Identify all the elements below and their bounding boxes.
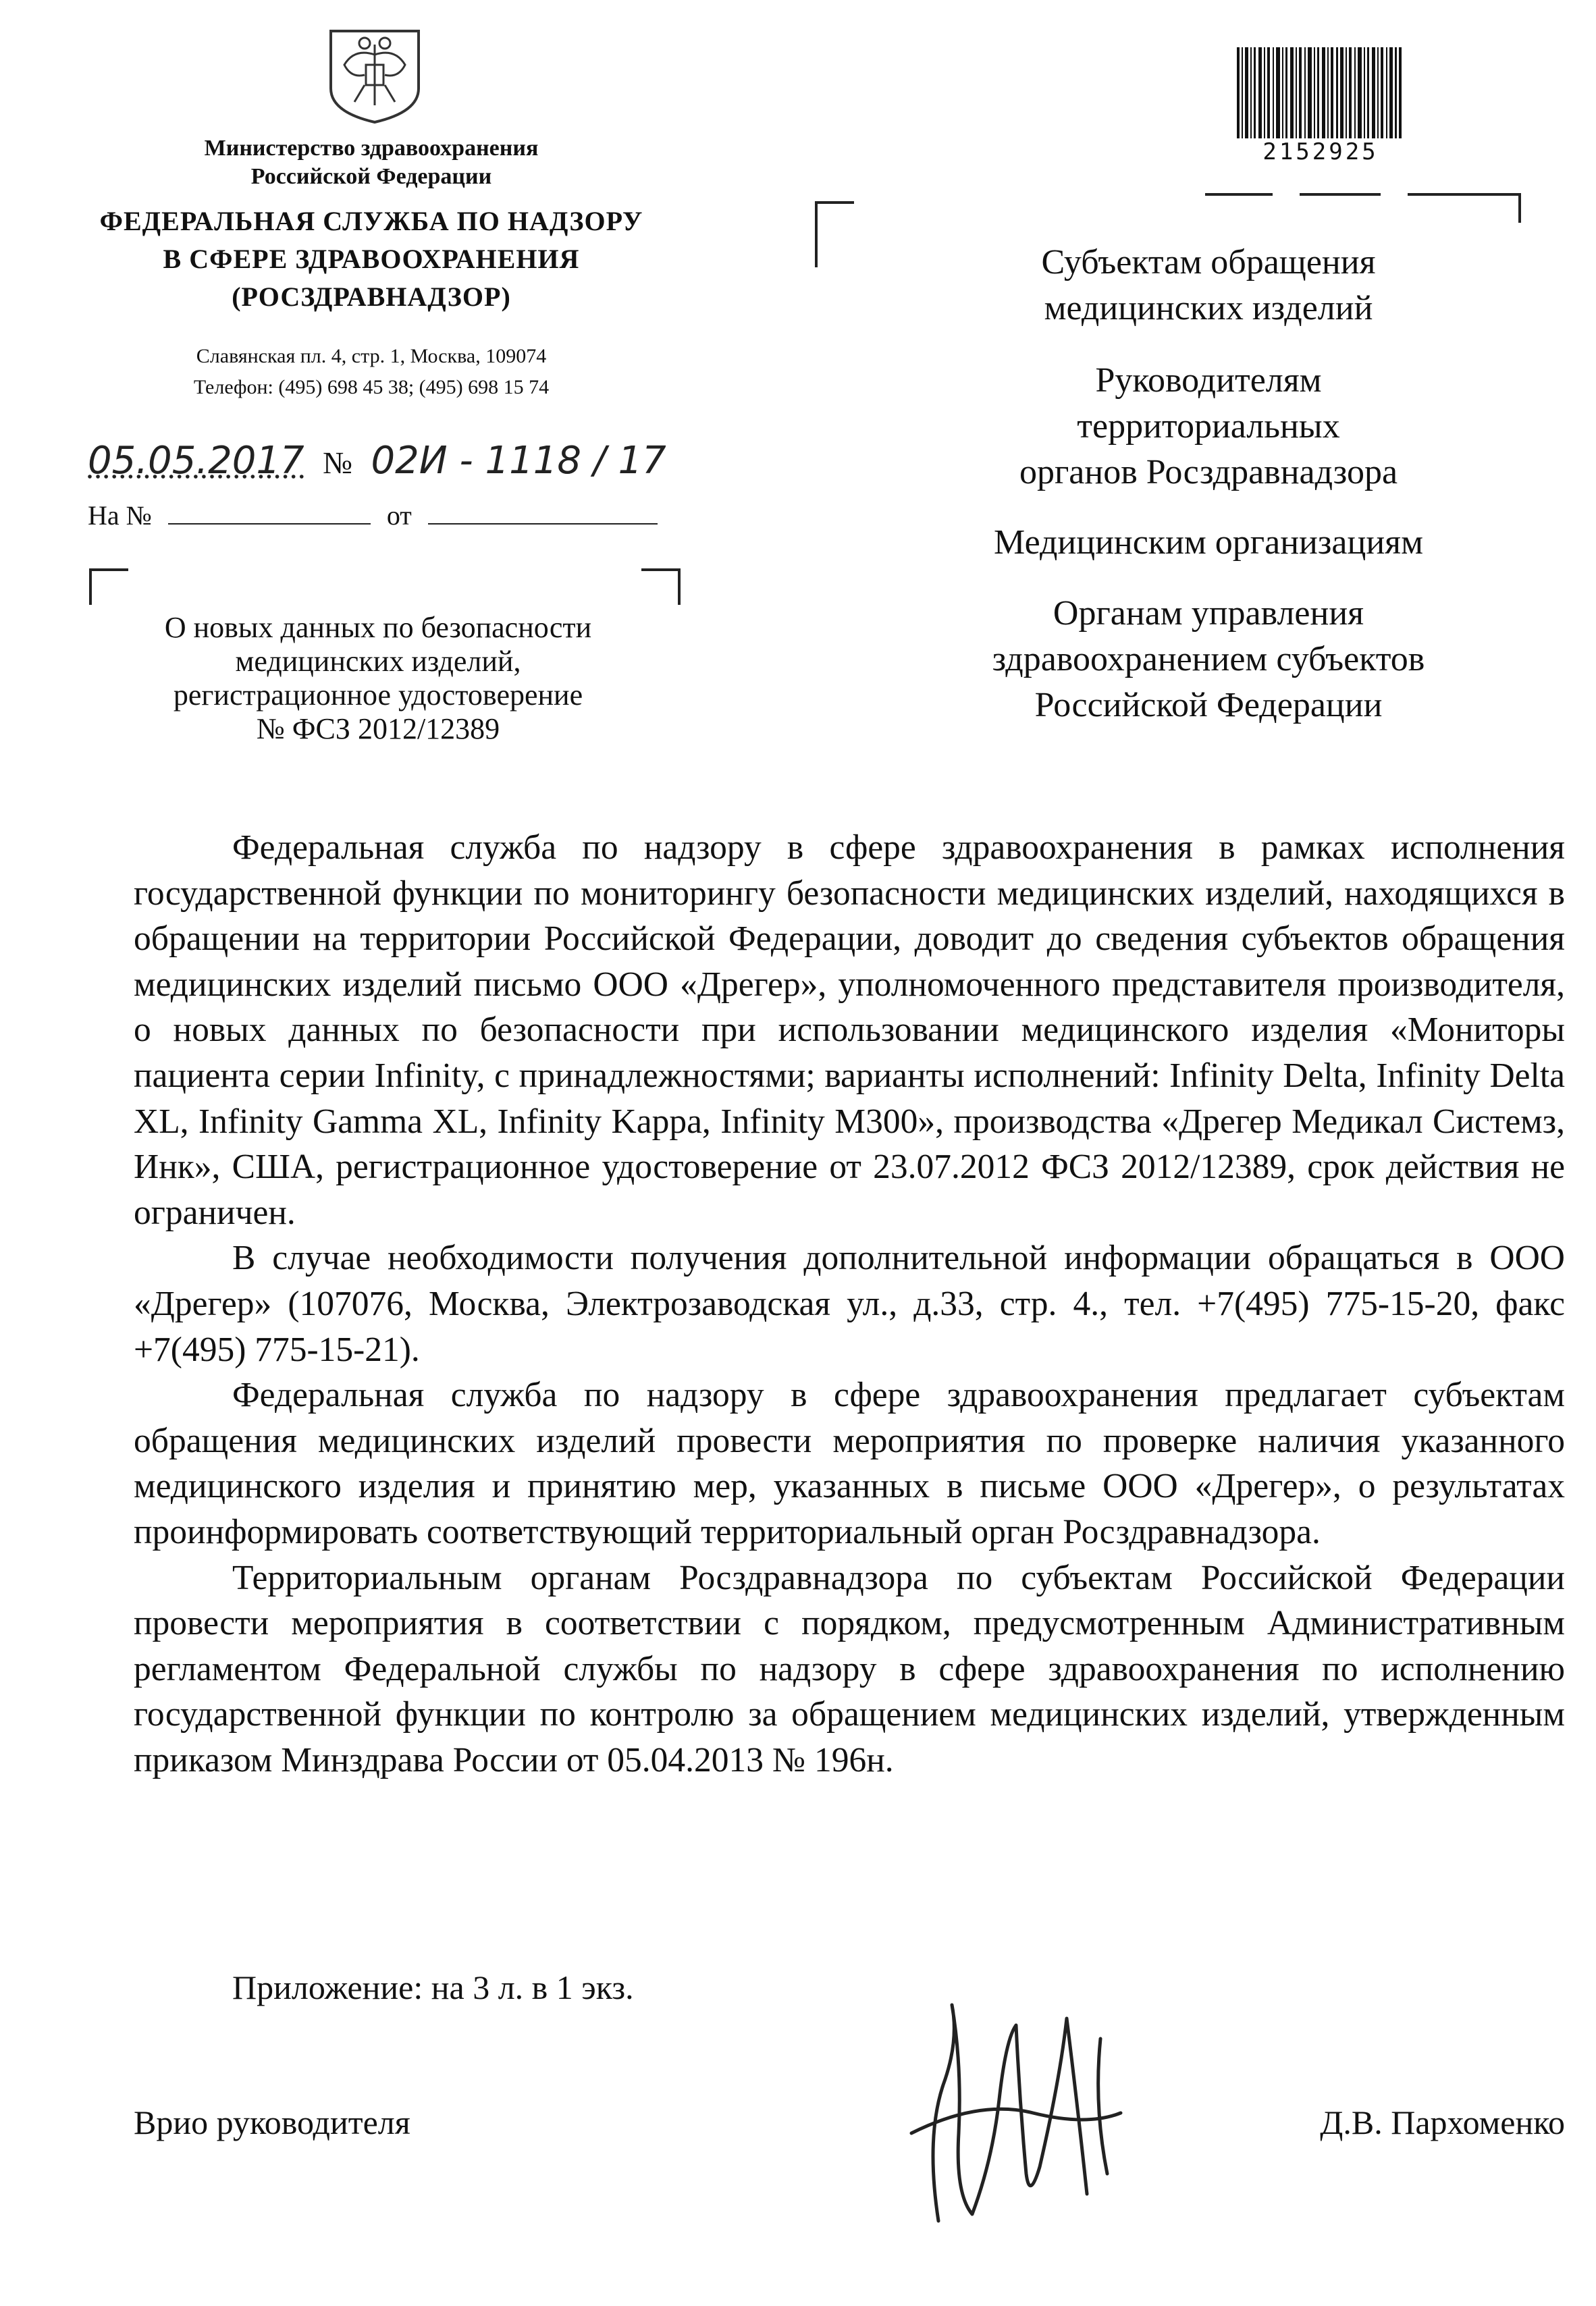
handwritten-signature (898, 1998, 1154, 2228)
recipient-2 (898, 358, 1519, 495)
recipient-2-line-1: Руководителям (1095, 361, 1322, 400)
body-paragraph-3: Федеральная служба по надзору в сфере здравоохранения предлагает субъектам обращения медицинских изделий провести мероприятия по проверке наличия указанного медицинского изделия и принятию мер, указанных в письме ООО «Дрегер», о результатах проинформировать соответствующий территориальный орган Росздравнадзора. (134, 1376, 1565, 1551)
recipient-1-line-1: Субъектам обращения (1041, 243, 1376, 281)
service-line-2: В СФЕРЕ ЗДРАВООХРАНЕНИЯ (163, 244, 580, 274)
body-paragraph-2: В случае необходимости получения дополнительной информации обращаться в ООО «Дрегер» (107076, Москва, Электрозаводская ул., д.33, стр. 4., тел. +7(495) 775-15-20, факс +7(495) 775-15-21). (134, 1239, 1565, 1369)
subject-block (108, 611, 648, 746)
service-line-1: ФЕДЕРАЛЬНАЯ СЛУЖБА ПО НАДЗОРУ (99, 206, 643, 236)
reference-line (88, 500, 658, 531)
recipient-4-line-3: Российской Федерации (1034, 686, 1383, 724)
reference-label: На № (88, 500, 152, 531)
reference-number-blank (168, 523, 371, 525)
recipient-4-line-2: здравоохранением субъектов (992, 640, 1425, 678)
subject-line-1: О новых данных по безопасности (164, 611, 592, 644)
recipient-2-line-2: территориальных (1077, 407, 1340, 446)
number-sign: № (323, 446, 353, 480)
signer-name: Д.В. Пархоменко (1320, 2103, 1565, 2141)
barcode (1234, 47, 1407, 138)
phone: Телефон: (495) 698 45 38; (495) 698 15 74 (193, 376, 550, 398)
recipient-3 (898, 520, 1519, 566)
attachment-note: Приложение: на 3 л. в 1 экз. (232, 1968, 634, 2006)
recipient-1 (898, 240, 1519, 331)
recipient-3-line-1: Медицинским организациям (994, 523, 1423, 562)
letter-body (134, 825, 1565, 1783)
barcode-number: 2152925 (1262, 138, 1379, 165)
recipient-2-line-3: органов Росздравнадзора (1019, 453, 1398, 491)
address-block (101, 341, 641, 403)
body-paragraph-4: Территориальным органам Росздравнадзора по субъектам Российской Федерации провести мероприятия в соответствии с порядком, предусмотренным Административным регламентом Федеральной службы по надзору в сфере здравоохранения по исполнению государственной функции по контролю за обращением медицинских изделий, утвержденным приказом Минздрава России от 05.04.2013 № 196н. (134, 1558, 1565, 1779)
reference-from-label: от (386, 500, 412, 531)
registration-number: 02И - 1118 / 17 (371, 439, 666, 483)
service-line-3: (РОСЗДРАВНАДЗОР) (232, 281, 511, 312)
subject-line-2: медицинских изделий, (235, 645, 521, 678)
signer-position: Врио руководителя (134, 2103, 410, 2141)
reference-date-blank (428, 523, 658, 525)
subject-line-3: регистрационное удостоверение (173, 678, 583, 712)
subject-line-4: № ФСЗ 2012/12389 (256, 712, 500, 745)
recipient-4 (898, 591, 1519, 728)
body-paragraph-1: Федеральная служба по надзору в сфере здравоохранения в рамках исполнения государственной функции по мониторингу безопасности медицинских изделий, находящихся в обращении на территории Российской Федерации, доводит до сведения субъектов обращения медицинских изделий письмо ООО «Дрегер», уполномоченного представителя производителя, о новых данных по безопасности при использовании медицинского изделия «Мониторы пациента серии Infinity, с принадлежностями; варианты исполнений: Infinity Delta, Infinity Delta XL, Infinity Gamma XL, Infinity Kappa, Infinity M300», производства «Дрегер Медикал Системз, Инк», США, регистрационное удостоверение от 23.07.2012 ФСЗ 2012/12389, срок действия не ограничен. (134, 828, 1565, 1232)
subject-bracket (88, 567, 682, 608)
ministry-line-1: Министерство здравоохранения (204, 136, 539, 161)
address: Славянская пл. 4, стр. 1, Москва, 109074 (196, 345, 547, 367)
recipient-4-line-1: Органам управления (1053, 594, 1364, 633)
service-name (74, 203, 668, 316)
ministry-line-2: Российской Федерации (250, 164, 492, 189)
registration-date: 05.05.2017 (88, 439, 304, 483)
coat-of-arms-emblem (317, 24, 432, 126)
recipient-1-line-2: медицинских изделий (1044, 289, 1373, 327)
registration-line (88, 439, 666, 483)
